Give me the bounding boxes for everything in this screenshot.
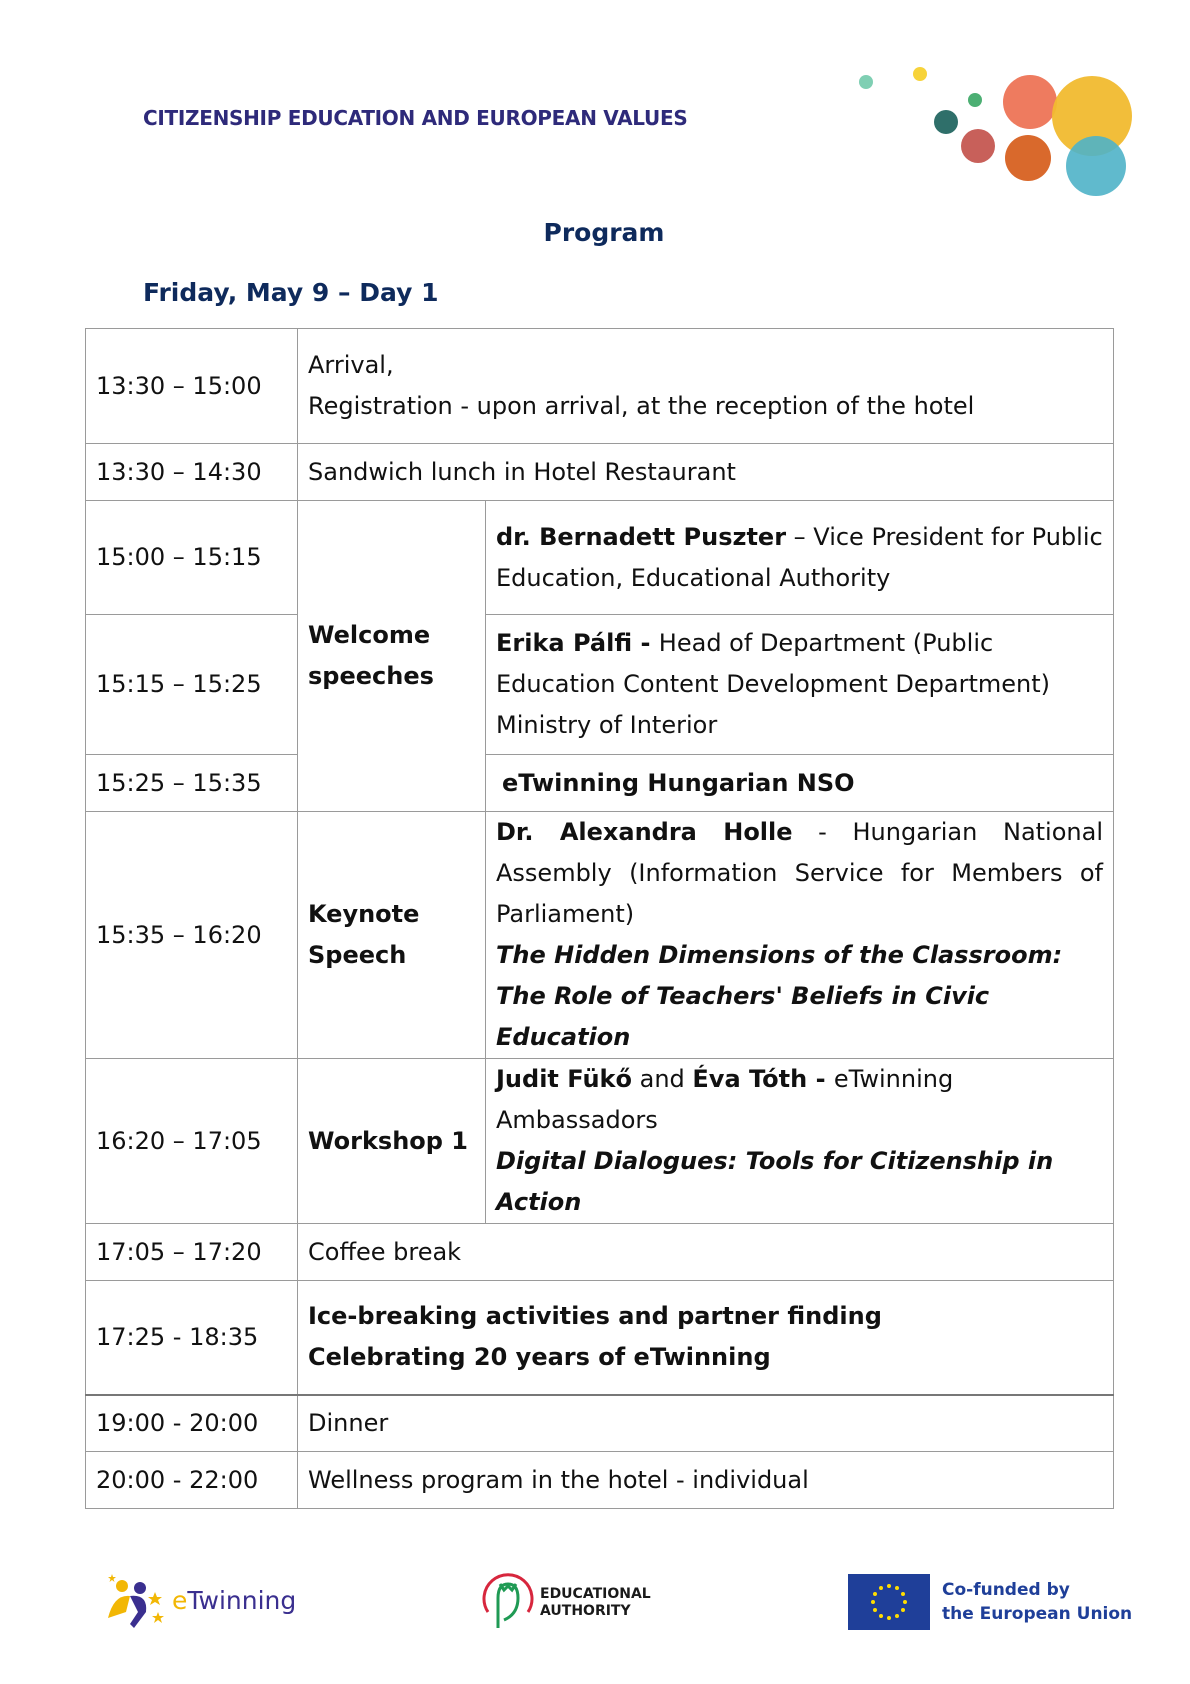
document-title: CITIZENSHIP EDUCATION AND EUROPEAN VALUES <box>143 106 688 130</box>
speaker-cell <box>486 812 1114 1059</box>
activity-line: Registration - upon arrival, at the reception of the hotel <box>308 392 975 420</box>
speaker-name: Judit Fükő <box>496 1065 632 1093</box>
speaker-cell <box>486 615 1114 755</box>
time-cell: 15:35 – 16:20 <box>86 812 298 1059</box>
time-cell: 20:00 - 22:00 <box>86 1452 298 1509</box>
time-cell: 16:20 – 17:05 <box>86 1059 298 1224</box>
separator: – <box>786 522 814 551</box>
table-row <box>86 1452 1114 1509</box>
program-heading: Program <box>543 218 665 247</box>
time-cell: 17:25 - 18:35 <box>86 1281 298 1395</box>
speaker-line <box>496 812 1103 935</box>
educational-authority-text <box>540 1586 651 1620</box>
table-row <box>86 755 1114 812</box>
separator: - <box>807 1065 834 1093</box>
speaker-cell <box>486 501 1114 615</box>
speaker-cell: eTwinning Hungarian NSO <box>486 755 1114 812</box>
speaker-name: Éva Tóth <box>692 1065 808 1093</box>
educational-authority-logo <box>480 1568 680 1638</box>
logo-line: Co-funded by <box>942 1580 1070 1600</box>
activity-line: Arrival, <box>308 351 394 379</box>
table-row <box>86 812 1114 1059</box>
wordmark-rest: Twinning <box>187 1586 297 1615</box>
speaker-name: Erika Pálfi <box>496 629 633 657</box>
workshop-title: Digital Dialogues: Tools for Citizenship in Action <box>496 1147 1054 1216</box>
etwinning-wordmark <box>172 1586 296 1615</box>
logo-line: EDUCATIONAL <box>540 1586 651 1602</box>
time-cell: 19:00 - 20:00 <box>86 1395 298 1452</box>
session-label: Workshop 1 <box>298 1059 486 1224</box>
speaker-role: Hungarian National Assembly (Information Service for Members of Parliament) <box>496 818 1103 928</box>
activity-cell <box>298 1281 1114 1395</box>
session-label: Keynote Speech <box>298 812 486 1059</box>
table-row <box>86 1395 1114 1452</box>
eu-cofunded-text <box>942 1578 1132 1626</box>
time-cell: 15:25 – 15:35 <box>86 755 298 812</box>
owl-icon <box>480 1568 536 1630</box>
speaker-name: dr. Bernadett Puszter <box>496 522 787 551</box>
time-cell: 13:30 – 14:30 <box>86 444 298 501</box>
table-row <box>86 501 1114 615</box>
logo-line: the European Union <box>942 1604 1133 1624</box>
etwinning-logo <box>100 1568 300 1638</box>
session-label: Welcome speeches <box>298 501 486 812</box>
table-row <box>86 1224 1114 1281</box>
speaker-cell <box>486 1059 1114 1224</box>
speaker-role: eTwinning Ambassadors <box>496 1065 954 1134</box>
separator: - <box>632 629 659 657</box>
footer-logos <box>0 1568 1190 1638</box>
table-row <box>86 1281 1114 1395</box>
logo-line: AUTHORITY <box>540 1603 631 1619</box>
table-row <box>86 615 1114 755</box>
activity-cell: Wellness program in the hotel - individual <box>298 1452 1114 1509</box>
time-cell: 15:15 – 15:25 <box>86 615 298 755</box>
activity-cell: Dinner <box>298 1395 1114 1452</box>
time-cell: 17:05 – 17:20 <box>86 1224 298 1281</box>
talk-title: The Hidden Dimensions of the Classroom: The Role of Teachers' Beliefs in Civic Education <box>496 941 1063 1051</box>
separator: - <box>792 818 853 846</box>
table-row <box>86 444 1114 501</box>
activity-cell: Coffee break <box>298 1224 1114 1281</box>
speaker-role: Vice President for Public Education, Educational Authority <box>496 522 1103 592</box>
program-table <box>85 328 1114 1509</box>
table-row <box>86 1059 1114 1224</box>
time-cell: 15:00 – 15:15 <box>86 501 298 615</box>
speaker-name: Dr. Alexandra Holle <box>496 818 793 846</box>
speaker-line <box>496 1059 1103 1141</box>
time-cell: 13:30 – 15:00 <box>86 329 298 444</box>
photo-bubbles-icon <box>850 62 1150 212</box>
table-row <box>86 329 1114 444</box>
eu-cofunded-logo <box>848 1574 1148 1634</box>
conjunction: and <box>631 1065 693 1093</box>
activity-cell: Sandwich lunch in Hotel Restaurant <box>298 444 1114 501</box>
activity-line: Ice-breaking activities and partner finding <box>308 1302 882 1331</box>
activity-line: Celebrating 20 years of eTwinning <box>308 1343 771 1372</box>
day-heading: Friday, May 9 – Day 1 <box>143 278 439 307</box>
activity-cell <box>298 329 1114 444</box>
etwinning-figures-icon <box>100 1568 170 1638</box>
eu-flag-icon <box>848 1574 930 1630</box>
wordmark-e: e <box>172 1586 188 1615</box>
speaker-role: Head of Department (Public Education Content Development Department) Ministry of Interior <box>496 629 1050 739</box>
